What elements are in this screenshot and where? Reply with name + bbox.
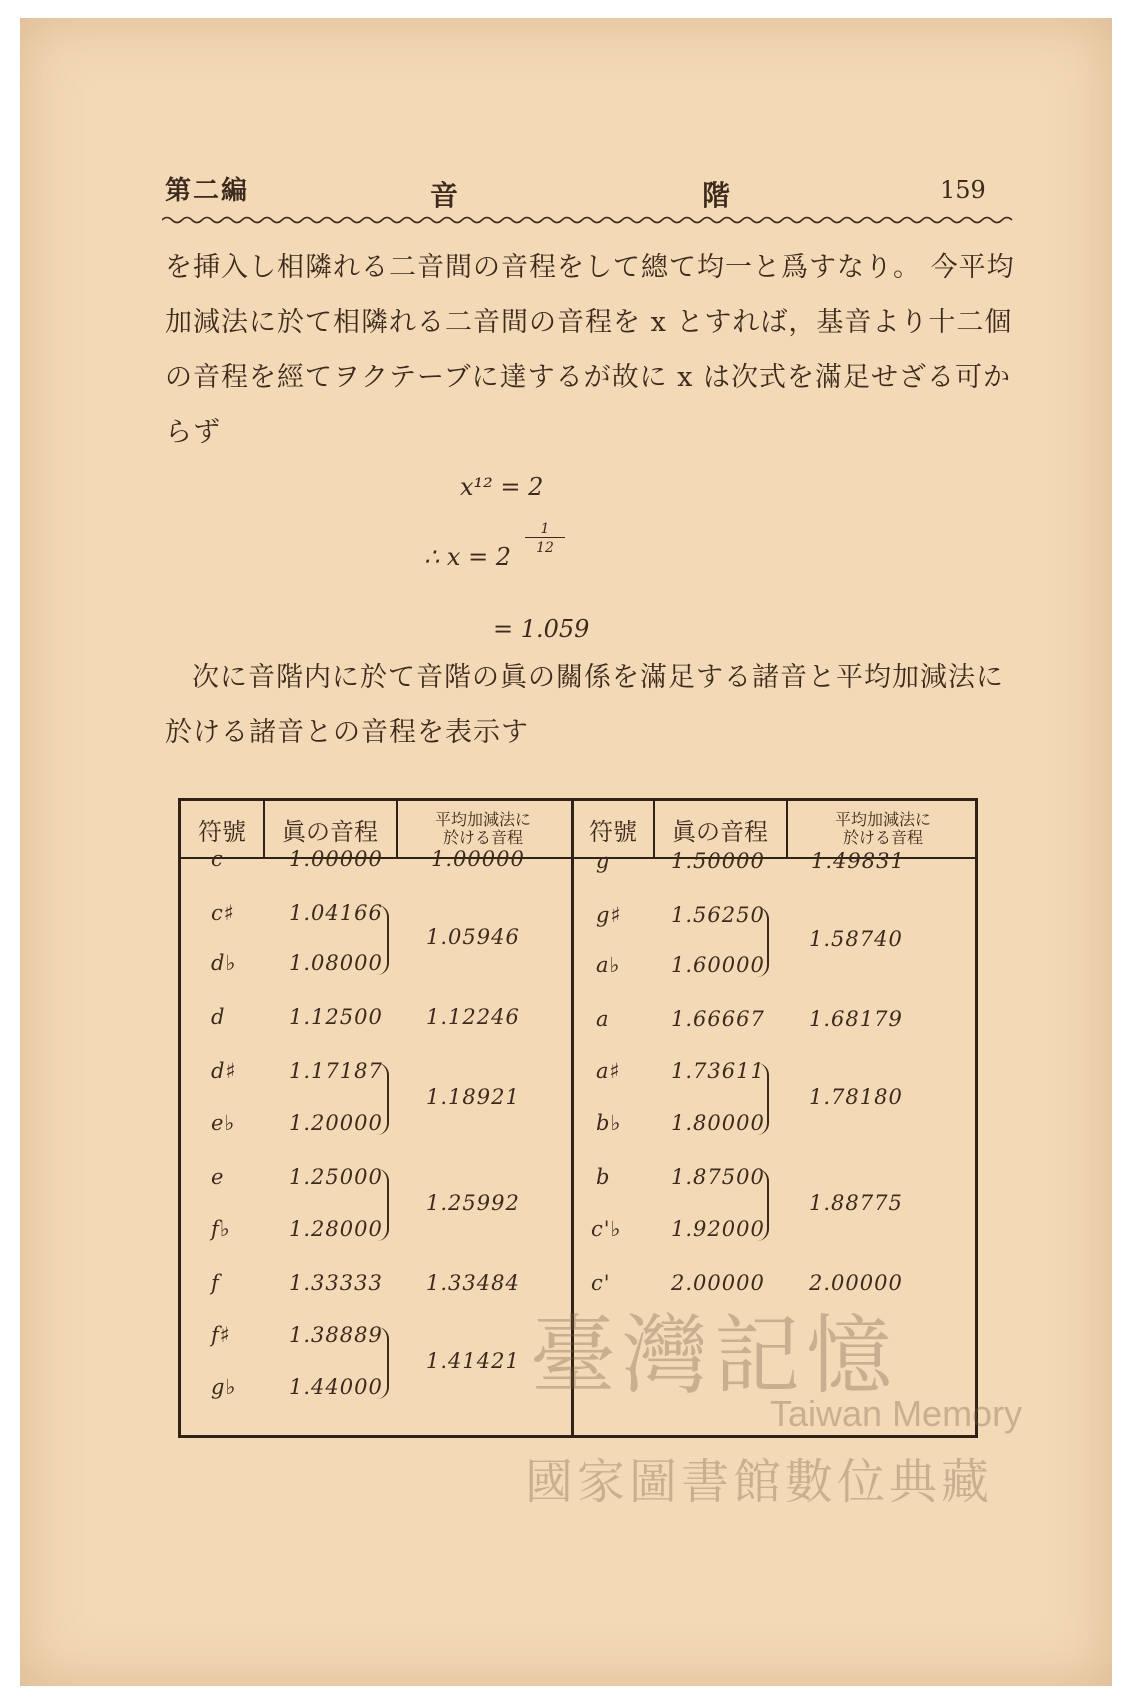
brace <box>377 1327 389 1399</box>
equation-1: x¹² = 2 <box>460 473 544 501</box>
header-symbol-left: 符號 <box>198 817 246 846</box>
left-sym: d♭ <box>211 951 237 975</box>
brace <box>757 907 769 977</box>
right-equal: 1.49831 <box>811 849 905 873</box>
left-sym: d <box>211 1005 226 1029</box>
equation-2: ∴ x = 2 <box>424 543 512 571</box>
watermark-library: 國家圖書館數位典藏 <box>525 1454 994 1510</box>
right-equal: 1.78180 <box>809 1085 903 1109</box>
left-true: 1.12500 <box>289 1005 383 1029</box>
left-true: 1.17187 <box>289 1059 383 1083</box>
header-symbol-right: 符號 <box>589 817 637 846</box>
header-equal-line1: 平均加減法に <box>434 810 531 829</box>
section-label: 第二編 <box>165 176 250 206</box>
header-equal-line2: 於ける音程 <box>842 828 923 847</box>
right-true: 1.50000 <box>671 849 765 873</box>
left-sym: e <box>211 1165 225 1189</box>
right-sym: a♭ <box>596 953 621 977</box>
right-sym: b♭ <box>596 1111 622 1135</box>
right-equal: 1.88775 <box>809 1191 903 1215</box>
left-true: 1.25000 <box>289 1165 383 1189</box>
brace <box>377 1169 389 1241</box>
right-sym: a♯ <box>596 1059 621 1083</box>
right-sym: c'♭ <box>591 1217 622 1241</box>
book-page <box>20 18 1112 1686</box>
left-true: 1.33333 <box>289 1271 383 1295</box>
right-sym: a <box>596 1007 610 1031</box>
right-true: 1.66667 <box>671 1007 765 1031</box>
left-true: 1.00000 <box>289 847 383 871</box>
left-sym: c <box>211 847 224 871</box>
left-sym: f <box>211 1271 220 1295</box>
header-equal-line2: 於ける音程 <box>442 828 523 847</box>
right-true: 1.92000 <box>671 1217 765 1241</box>
left-equal: 1.00000 <box>431 847 525 871</box>
right-sym: g♯ <box>596 903 622 927</box>
header-equal-line1: 平均加減法に <box>834 810 931 829</box>
watermark-logo-text: 臺灣記憶 <box>530 1306 898 1406</box>
exponent-denominator: 12 <box>536 540 554 556</box>
equation-3: = 1.059 <box>493 615 590 643</box>
right-true: 1.80000 <box>671 1111 765 1135</box>
right-equal: 1.58740 <box>809 927 903 951</box>
left-true: 1.44000 <box>289 1375 383 1399</box>
left-sym: d♯ <box>211 1059 237 1083</box>
running-title-b: 階 <box>701 179 730 212</box>
brace <box>757 1169 769 1241</box>
brace <box>757 1063 769 1135</box>
right-true: 1.87500 <box>671 1165 765 1189</box>
left-sym: c♯ <box>211 901 235 925</box>
left-sym: f♭ <box>211 1217 231 1241</box>
right-sym: b <box>596 1165 611 1189</box>
page-number: 159 <box>940 176 986 204</box>
left-true: 1.28000 <box>289 1217 383 1241</box>
right-true: 1.73611 <box>671 1059 765 1083</box>
paragraph-1: を挿入し相隣れる二音間の音程をして總て均一と爲すなり。 今平均加減法に於て相隣れる二音間の音程を x とすれば，基音より十二個の音程を經てヲクテーブに達するが故に x は次式を滿足せざる可からず <box>165 252 1015 448</box>
left-sym: f♯ <box>211 1323 231 1347</box>
paragraph-2: 次に音階内に於て音階の眞の關係を滿足する諸音と平均加減法に於ける諸音との音程を表示す <box>165 662 1004 748</box>
exponent-numerator: 1 <box>525 521 565 538</box>
left-equal: 1.33484 <box>426 1271 520 1295</box>
right-sym: c' <box>591 1271 611 1295</box>
left-true: 1.08000 <box>289 951 383 975</box>
left-sym: g♭ <box>211 1375 237 1399</box>
left-equal: 1.41421 <box>426 1349 520 1373</box>
running-title-a: 音 <box>430 179 459 212</box>
right-equal: 2.00000 <box>809 1271 903 1295</box>
right-true: 1.60000 <box>671 953 765 977</box>
left-sym: e♭ <box>211 1111 236 1135</box>
watermark-english: Taiwan Memory <box>770 1393 1023 1434</box>
header-true-left: 眞の音程 <box>282 817 378 846</box>
brace <box>377 905 389 975</box>
running-title <box>430 174 730 214</box>
right-sym: g <box>596 849 611 873</box>
left-equal: 1.25992 <box>426 1191 520 1215</box>
left-equal: 1.12246 <box>426 1005 520 1029</box>
right-equal: 1.68179 <box>809 1007 903 1031</box>
left-equal: 1.05946 <box>426 925 520 949</box>
wavy-rule <box>162 213 1017 227</box>
right-true: 1.56250 <box>671 903 765 927</box>
left-true: 1.38889 <box>289 1323 383 1347</box>
left-true: 1.04166 <box>289 901 383 925</box>
brace <box>377 1063 389 1135</box>
header-true-right: 眞の音程 <box>672 817 768 846</box>
left-equal: 1.18921 <box>426 1085 520 1109</box>
right-true: 2.00000 <box>671 1271 765 1295</box>
left-true: 1.20000 <box>289 1111 383 1135</box>
